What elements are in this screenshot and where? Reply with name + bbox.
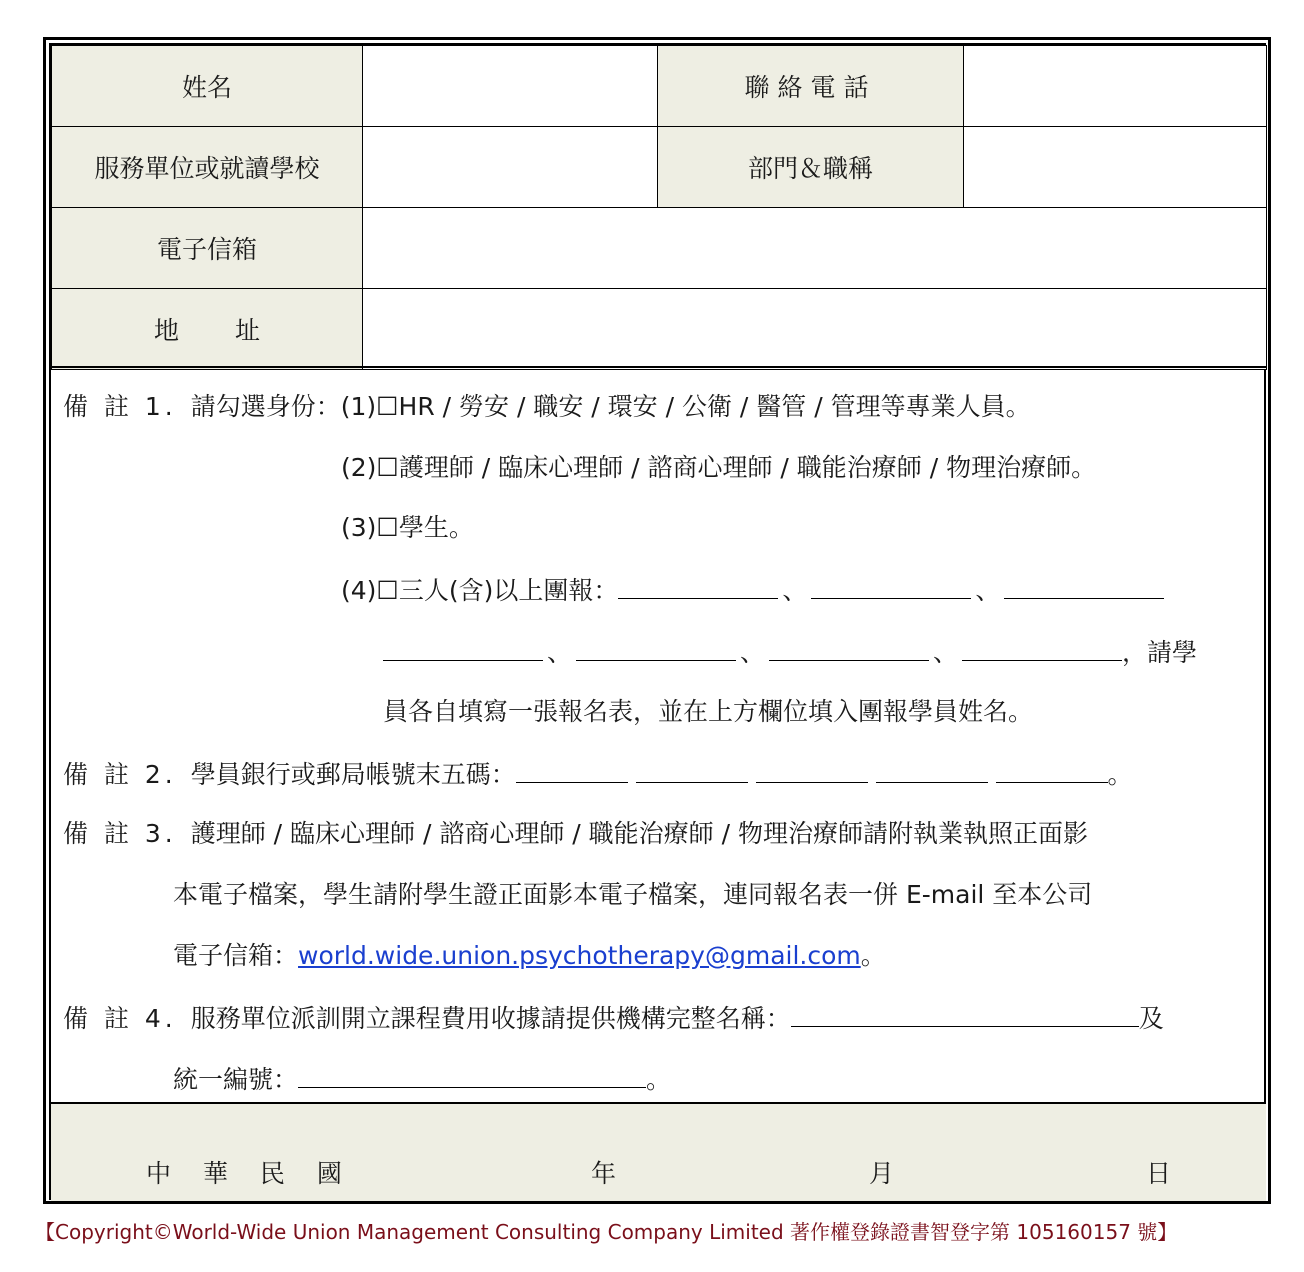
note3-line2: 本電子檔案，學生請附學生證正面影本電子檔案，連同報名表一併 E-mail 至本公司: [173, 880, 1093, 909]
address-field[interactable]: [363, 289, 1267, 370]
email-field[interactable]: [363, 208, 1267, 289]
group-member-blank[interactable]: [618, 574, 778, 599]
notes-section: [51, 366, 1266, 1102]
account-digit-blank[interactable]: [996, 758, 1108, 783]
group-member-blank[interactable]: [1004, 574, 1164, 599]
note2-text: 學員銀行或郵局帳號末五碼：: [190, 760, 516, 789]
tax-id-blank[interactable]: [298, 1063, 646, 1088]
note3-line3: [173, 941, 886, 971]
dept-label: 部門＆職稱: [658, 127, 964, 208]
period: 。: [860, 941, 886, 970]
period: 。: [1107, 760, 1133, 789]
note1-option1[interactable]: (1)☐HR / 勞安 / 職安 / 環安 / 公衛 / 醫管 / 管理等專業人員。: [340, 392, 1031, 421]
note2-prefix: 備 註 2.: [63, 760, 177, 789]
note4-and: 及: [1138, 1004, 1164, 1033]
note1-prefix: 備 註 1.: [63, 392, 177, 421]
dept-field[interactable]: [964, 127, 1267, 208]
name-label: 姓名: [52, 46, 363, 127]
note1-option4[interactable]: (4)☐三人(含)以上團報：: [341, 576, 619, 605]
account-digit-blank[interactable]: [516, 758, 628, 783]
organization-name-blank[interactable]: [791, 1002, 1139, 1027]
note4-text1: 服務單位派訓開立課程費用收據請提供機構完整名稱：: [190, 1004, 791, 1033]
separator: 、: [782, 576, 808, 605]
org-label: 服務單位或就讀學校: [52, 127, 363, 208]
phone-field[interactable]: [964, 46, 1267, 127]
group-member-blank[interactable]: [769, 636, 929, 661]
note1-continuation: 員各自填寫一張報名表，並在上方欄位填入團報學員姓名。: [383, 697, 1034, 726]
note1-option2[interactable]: (2)☐護理師 / 臨床心理師 / 諮商心理師 / 職能治療師 / 物理治療師。: [341, 453, 1097, 482]
group-member-blank[interactable]: [811, 574, 971, 599]
note3-text1: 護理師 / 臨床心理師 / 諮商心理師 / 職能治療師 / 物理治療師請附執業執照正面影: [190, 819, 1088, 848]
note1-option3[interactable]: (3)☐學生。: [341, 513, 474, 542]
table-row: [52, 127, 1267, 208]
separator: 、: [975, 576, 1001, 605]
note1-line4: [341, 574, 1164, 606]
note4-line2: [173, 1063, 671, 1095]
separator: 、: [547, 638, 573, 667]
group-member-blank[interactable]: [383, 636, 543, 661]
email-label: 電子信箱: [52, 208, 363, 289]
note1-line1: [63, 392, 1031, 422]
note1-lead: 請勾選身份：: [190, 392, 341, 421]
date-bar: [51, 1102, 1266, 1201]
note2-line: [63, 758, 1133, 790]
separator: 、: [933, 638, 959, 667]
note4-line1: [63, 1002, 1164, 1034]
note1-tail: ，請學: [1122, 638, 1198, 667]
table-row: [52, 289, 1267, 370]
account-digit-blank[interactable]: [876, 758, 988, 783]
address-label: 地址: [52, 289, 363, 370]
note1-line5: [383, 636, 1197, 668]
group-member-blank[interactable]: [962, 636, 1122, 661]
date-month-label: 月: [869, 1159, 895, 1188]
note3-email-lead: 電子信箱：: [173, 941, 299, 970]
registration-info-table: [51, 45, 1267, 370]
group-member-blank[interactable]: [576, 636, 736, 661]
separator: 、: [740, 638, 766, 667]
name-field[interactable]: [363, 46, 658, 127]
date-era-label: 中 華 民 國: [146, 1159, 354, 1188]
note3-line1: [63, 819, 1088, 849]
date-day-label: 日: [1146, 1159, 1172, 1188]
org-field[interactable]: [363, 127, 658, 208]
period: 。: [646, 1065, 672, 1094]
date-year-label: 年: [591, 1159, 617, 1188]
note4-prefix: 備 註 4.: [63, 1004, 177, 1033]
contact-email-link[interactable]: world.wide.union.psychotherapy@gmail.com: [298, 941, 861, 970]
table-row: [52, 46, 1267, 127]
account-digit-blank[interactable]: [756, 758, 868, 783]
note4-text2: 統一編號：: [173, 1065, 299, 1094]
copyright-notice: 【Copyright©World-Wide Union Management Consulting Company Limited 著作權登錄證書智登字第 105160157 號】: [35, 1220, 1178, 1244]
note3-prefix: 備 註 3.: [63, 819, 177, 848]
account-digit-blank[interactable]: [636, 758, 748, 783]
table-row: [52, 208, 1267, 289]
phone-label: 聯絡電話: [658, 46, 964, 127]
